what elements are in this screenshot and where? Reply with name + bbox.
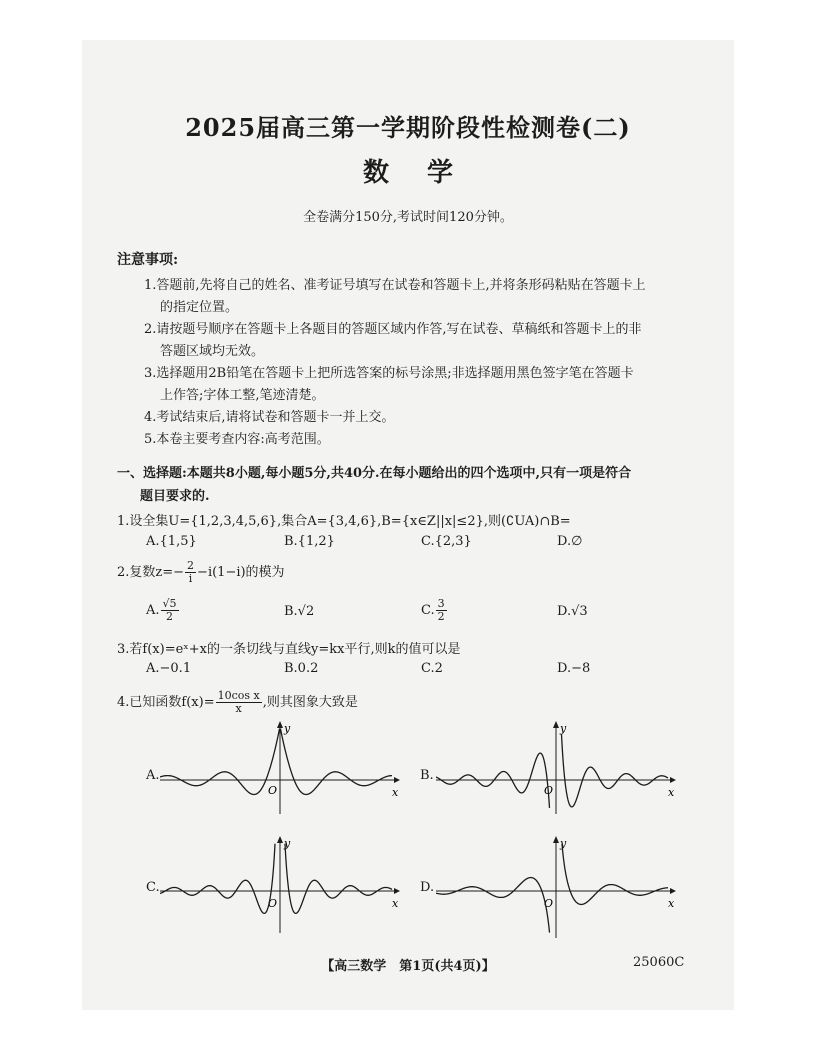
graph-c	[160, 835, 400, 935]
question-1-stem: 1.设全集U={1,2,3,4,5,6},集合A={3,4,6},B={x∈Z||x|≤2},则(∁UA)∩B=	[117, 514, 571, 529]
q3-option-b: B.0.2	[284, 661, 319, 676]
note-line: 5.本卷主要考查内容:高考范围。	[144, 432, 330, 447]
page-footer: 【高三数学 第1页(共4页)】	[321, 959, 495, 974]
fraction: $\frac{2}{i}$	[187, 559, 195, 585]
y-axis-arrow	[277, 721, 283, 728]
note-line: 答题区域均无效。	[160, 344, 265, 359]
subject-title: 数学	[362, 158, 491, 188]
q3-option-d: D.−8	[557, 661, 591, 676]
graph-label-a: A.	[146, 768, 160, 783]
graph-label-b: B.	[420, 768, 434, 783]
q1-option-c: C.{2,3}	[421, 534, 472, 549]
note-line: 3.选择题用2B铅笔在答题卡上把所选答案的标号涂黑;非选择题用黑色签字笔在答题卡	[144, 366, 634, 381]
exam-title: 2025届高三第一学期阶段性检测卷(二)	[185, 113, 631, 142]
origin-label: O	[268, 784, 278, 797]
note-line: 2.请按题号顺序在答题卡上各题目的答题区域内作答,写在试卷、草稿纸和答题卡上的非	[144, 322, 642, 337]
axis-label-y: y	[560, 837, 567, 850]
question-2-stem: 2.复数z=− $\frac{2}{i}$ −i(1−i)的模为	[117, 559, 285, 585]
note-line: 4.考试结束后,请将试卷和答题卡一并上交。	[144, 410, 395, 425]
q1-option-a: A.{1,5}	[146, 534, 197, 549]
q1-option-b: B.{1,2}	[284, 534, 335, 549]
y-axis-arrow	[277, 836, 283, 843]
q2-option-a: A. $\frac{√5}{2}$	[146, 597, 177, 623]
origin-label: O	[544, 897, 554, 910]
origin-label: O	[268, 897, 278, 910]
q3-option-a: A.−0.1	[146, 661, 192, 676]
question-3-stem: 3.若f(x)=eˣ+x的一条切线与直线y=kx平行,则k的值可以是	[117, 642, 461, 657]
origin-label: O	[544, 784, 554, 797]
curve	[436, 844, 668, 933]
note-line: 的指定位置。	[160, 300, 239, 315]
axis-label-y: y	[284, 837, 291, 850]
notes-heading: 注意事项:	[117, 252, 179, 268]
q2-option-b: B.√2	[284, 604, 315, 619]
y-axis-arrow	[553, 721, 559, 728]
y-axis-arrow	[553, 836, 559, 843]
note-line: 上作答;字体工整,笔迹清楚。	[160, 388, 325, 403]
graph-a	[160, 720, 400, 815]
graph-label-c: C.	[146, 880, 160, 895]
question-4-stem: 4.已知函数f(x)= $\frac{\text{10cos x}}{x}$ ,则其图象大致是	[117, 689, 358, 715]
x-axis-arrow	[670, 777, 676, 783]
q2-option-d: D.√3	[557, 604, 588, 619]
section-heading-cont: 题目要求的.	[140, 489, 210, 504]
paper-code: 25060C	[633, 955, 685, 970]
q1-option-d: D.∅	[557, 534, 583, 549]
q2-option-c: C. $\frac{3}{2}$	[421, 597, 445, 623]
axis-label-x: x	[668, 897, 675, 910]
axis-label-x: x	[668, 786, 675, 799]
axis-label-y: y	[560, 722, 567, 735]
graph-d	[436, 835, 676, 940]
x-axis-arrow	[394, 888, 400, 894]
fraction: $\frac{\text{10cos x}}{x}$	[217, 689, 260, 715]
x-axis-arrow	[394, 777, 400, 783]
axis-label-x: x	[392, 786, 399, 799]
graph-label-d: D.	[420, 880, 435, 895]
section-heading: 一、选择题:本题共8小题,每小题5分,共40分.在每小题给出的四个选项中,只有一项是符合	[117, 466, 632, 481]
q3-option-c: C.2	[421, 661, 443, 676]
axis-label-x: x	[392, 897, 399, 910]
exam-info: 全卷满分150分,考试时间120分钟。	[303, 210, 513, 225]
x-axis-arrow	[670, 888, 676, 894]
axis-label-y: y	[284, 722, 291, 735]
graph-b	[436, 720, 676, 815]
note-line: 1.答题前,先将自己的姓名、准考证号填写在试卷和答题卡上,并将条形码粘贴在答题卡上	[144, 278, 646, 293]
